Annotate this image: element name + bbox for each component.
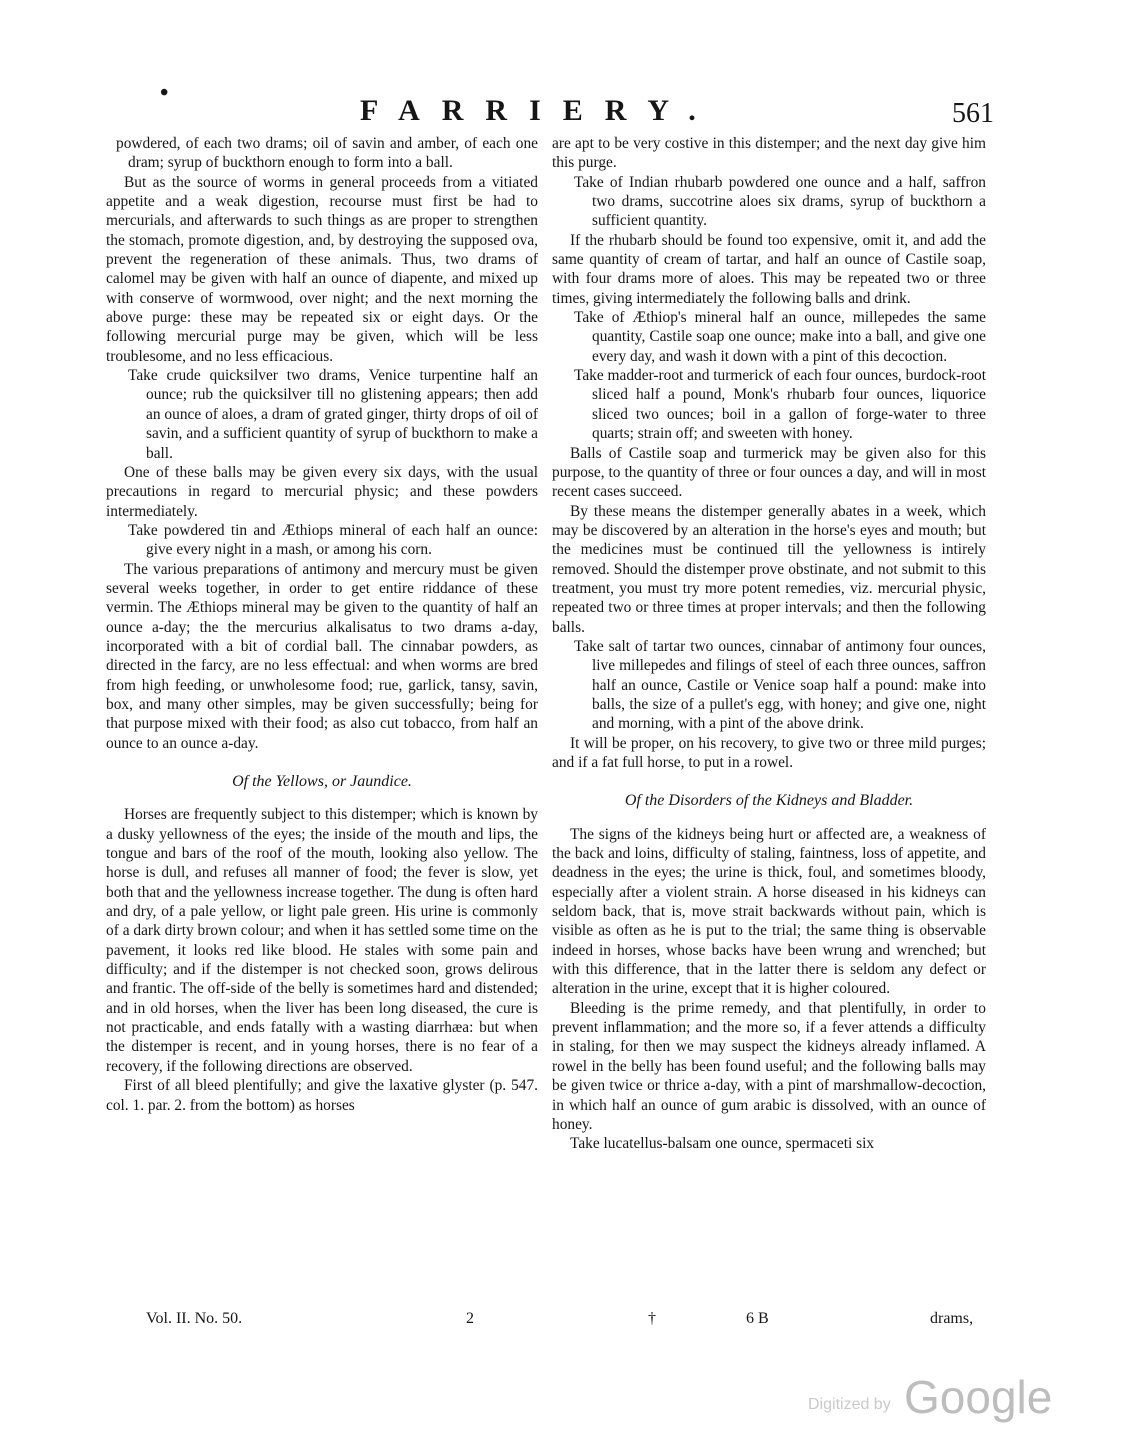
digitized-by-text: Digitized by: [808, 1396, 891, 1413]
recipe-paragraph: Take crude quicksilver two drams, Venice turpentine half an ounce; rub the quicksilver till no glistening appears; then add an ounce of aloes, a dram of grated ginger, thirty drops of oil of savin, and a sufficient quantity of syrup of buckthorn to make a ball.: [128, 367, 538, 462]
recipe-paragraph: Take of Indian rhubarb powdered one ounce and a half, saffron two drams, succotrine aloes six drams, syrup of buckthorn a sufficient quantity.: [574, 173, 986, 230]
digitized-watermark: [808, 1371, 1053, 1428]
paragraph: are apt to be very costive in this distemper; and the next day give him this purge.: [552, 135, 986, 172]
recipe-paragraph: Take madder-root and turmerick of each four ounces, burdock-root sliced half a pound, Monk's rhubarb four ounces, liquorice sliced two ounces; boil in a gallon of forge-water to three quarts; strain off; and sweeten with honey.: [574, 367, 986, 443]
page-mark: •: [160, 80, 169, 106]
recipe-paragraph: Take salt of tartar two ounces, cinnabar of antimony four ounces, live millepedes and filings of steel of each three ounces, saffron half an ounce, Castile or Venice soap half a pound: make into balls, the size of a pullet's egg, with honey; and give one, night and morning, with a pint of the above drink.: [574, 637, 986, 733]
paragraph: First of all bleed plentifully; and give the laxative glyster (p. 547. col. 1. par. 2. from the bottom) as horses: [106, 1077, 538, 1114]
page-number: 561: [952, 98, 994, 129]
paragraph: It will be proper, on his recovery, to give two or three mild purges; and if a fat full horse, to put in a rowel.: [552, 734, 986, 771]
section-heading: Of the Yellows, or Jaundice.: [232, 773, 412, 790]
recipe-paragraph: Take of Æthiop's mineral half an ounce, millepedes the same quantity, Castile soap one ounce; make into a ball, and give one every day, and wash it down with a pint of this decoction.: [574, 309, 986, 365]
page-footer: [106, 1310, 986, 1334]
paragraph: By these means the distemper generally abates in a week, which may be discovered by an alteration in the horse's eyes and mouth; but the medicines must be continued till the yellowness is intirely removed. Should the distemper prove obstinate, and not submit to this treatment, you must try more potent remedies, viz. mercurial physic, repeated two or three times at proper intervals; and then the following balls.: [552, 502, 986, 636]
paragraph: powdered, of each two drams; oil of savin and amber, of each one dram; syrup of buckthorn enough to form into a ball.: [116, 135, 538, 172]
paragraph: Take lucatellus-balsam one ounce, spermaceti six: [570, 1135, 875, 1153]
paragraph: Bleeding is the prime remedy, and that plentifully, in order to prevent inflammation; and the more so, if a fever attends a difficulty in staling, for then we may suspect the kidneys already inflamed. A rowel in the belly has been found useful; and the following balls may be given twice or thrice a-day, with a pint of marshmallow-decoction, in which half an ounce of gum arabic is dissolved, with an ounce of honey.: [552, 999, 986, 1133]
volume-number: Vol. II. No. 50.: [146, 1310, 243, 1327]
running-title: FARRIERY.: [360, 94, 718, 127]
paragraph: Balls of Castile soap and turmerick may be given also for this purpose, to the quantity of three or four ounces a day, and will in most recent cases succeed.: [552, 444, 986, 501]
google-logo: Google: [904, 1371, 1053, 1423]
paragraph: But as the source of worms in general proceeds from a vitiated appetite and a weak digestion, recourse must first be had to mercurials, and afterwards to such things as are proper to strengthen the stomach, promote digestion, and, by destroying the supposed ova, prevent the regeneration of these animals. Thus, two drams of calomel may be given with half an ounce of diapente, and mixed up with conserve of wormwood, over night; and the next morning the above purge: these may be repeated six or eight days. Or the following mercurial purge may be given, which will be less troublesome, and no less efficacious.: [106, 173, 538, 365]
paragraph: Horses are frequently subject to this distemper; which is known by a dusky yellowness of the eyes; the inside of the mouth and lips, the tongue and bars of the roof of the mouth, looking also yellow. The horse is dull, and refuses all manner of food; the fever is slow, yet both that and the yellowness increase together. The dung is often hard and dry, of a pale yellow, or light pale green. His urine is commonly of a dark dirty brown colour; and when it has settled some time on the pavement, it looks red like blood. He stales with some pain and difficulty; and if the distemper is not checked soon, grows delirous and frantic. The off-side of the belly is sometimes hard and distended; and in old horses, when the liver has been long diseased, the cure is not practicable, and ends fatally with a wasting diarrhæa: but when the distemper is recent, and in young horses, there is no fear of a recovery, if the following directions are observed.: [106, 806, 538, 1075]
dagger-mark: †: [648, 1310, 656, 1327]
left-column: [106, 134, 538, 1115]
right-column: [552, 134, 986, 1154]
section-heading: Of the Disorders of the Kidneys and Bladder.: [624, 792, 914, 810]
paragraph: If the rhubarb should be found too expensive, omit it, and add the same quantity of cream of tartar, and half an ounce of Castile soap, with four drams more of aloes. This may be repeated two or three times, giving intermediately the following balls and drink.: [552, 231, 986, 307]
paragraph: The various preparations of antimony and mercury must be given several weeks together, in order to get entire riddance of these vermin. The Æthiops mineral may be given to the quantity of half an ounce a-day; the the mercurius alkalisatus to two drams a-day, incorporated with a bit of cordial ball. The cinnabar powders, as directed in the farcy, are no less effectual: and when worms are bred from high feeding, or unwholesome food; rue, garlick, tansy, savin, box, and many other simples, may be given successfully; being for that purpose mixed with their food; as also cut tobacco, from half an ounce to an ounce a-day.: [106, 560, 538, 752]
signature-mark: 6 B: [746, 1310, 769, 1327]
signature-number: 2: [466, 1310, 474, 1327]
recipe-paragraph: Take powdered tin and Æthiops mineral of each half an ounce: give every night in a mash, or among his corn.: [128, 521, 538, 559]
catchword: drams,: [930, 1310, 974, 1327]
paragraph: One of these balls may be given every six days, with the usual precautions in regard to mercurial physic; and these powders intermediately.: [106, 463, 538, 520]
paragraph: The signs of the kidneys being hurt or affected are, a weakness of the back and loins, difficulty of staling, faintness, loss of appetite, and deadness in the eyes; the urine is thick, foul, and sometimes bloody, especially after a violent strain. A horse diseased in his kidneys can seldom back, that is, move strait backwards without pain, which is visible as often as he is put to the trial; the same thing is observable indeed in horses, whose backs have been wrung and wrenched; but with this difference, that in the latter there is seldom any defect or alteration in the urine, except that it is higher coloured.: [552, 825, 986, 998]
